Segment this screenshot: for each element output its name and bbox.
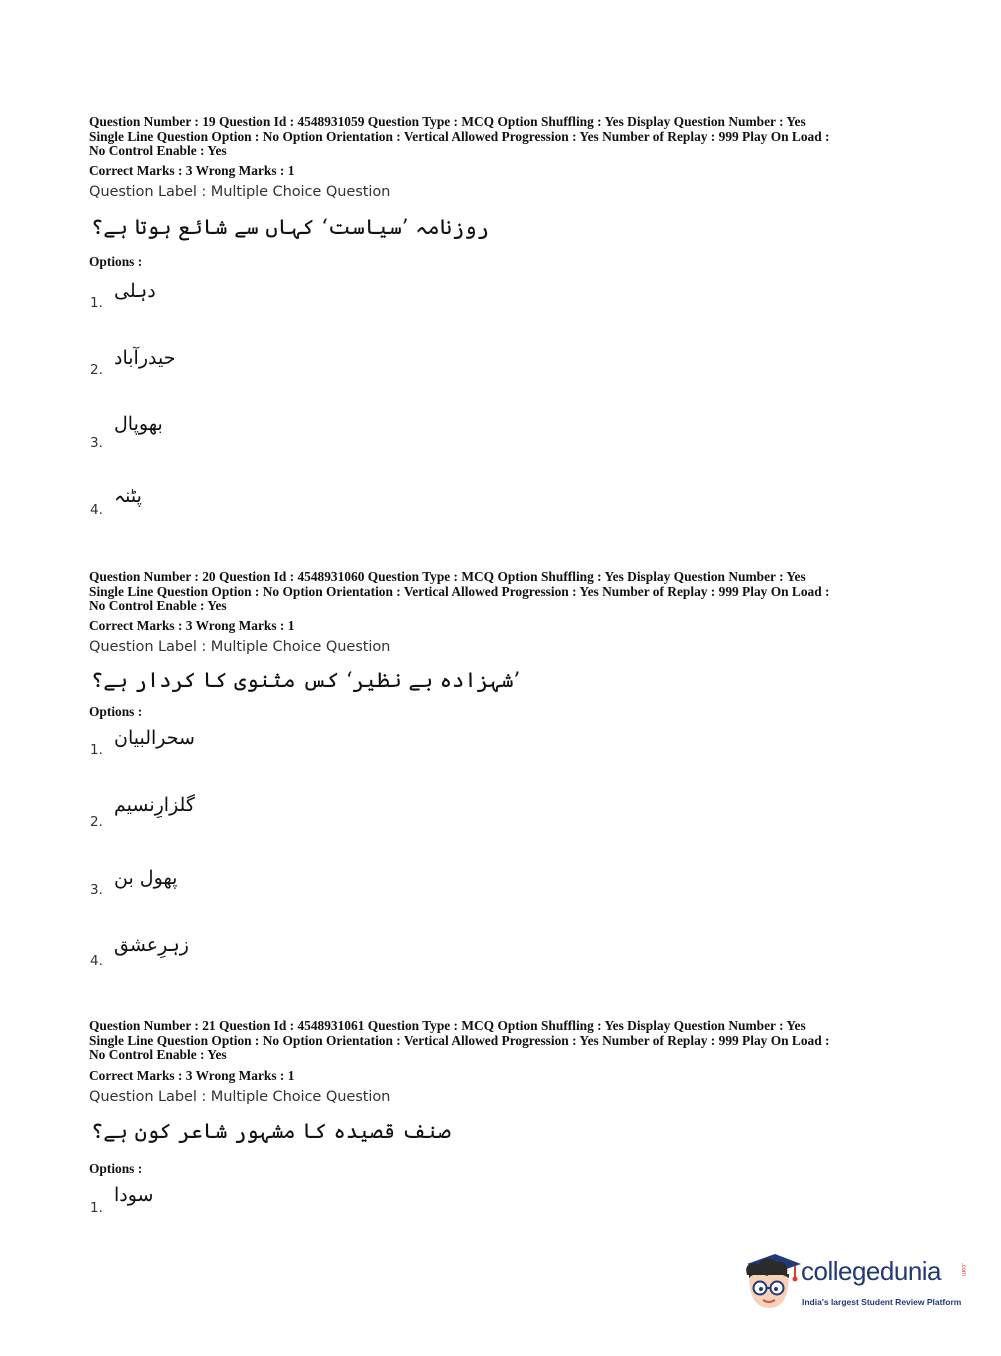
option-item[interactable] — [89, 345, 389, 385]
brand-name: collegedunia — [801, 1256, 942, 1286]
options-label: Options : — [89, 254, 143, 269]
option-number: 2. — [90, 814, 103, 830]
question-marks: Correct Marks : 3 Wrong Marks : 1 — [89, 1068, 295, 1083]
question-meta-line: Question Number : 20 Question Id : 4548931060 Question Type : MCQ Option Shuffling : Yes Display Question Number : Yes — [89, 569, 806, 584]
options-label: Options : — [89, 704, 143, 719]
option-item[interactable] — [89, 932, 389, 972]
option-text: پٹنہ — [114, 485, 142, 507]
collegedunia-logo[interactable] — [741, 1248, 971, 1314]
option-item[interactable] — [89, 411, 389, 451]
option-number: 1. — [90, 742, 103, 758]
question-meta-line: No Control Enable : Yes — [89, 598, 227, 614]
question-block — [89, 570, 919, 975]
question-text: صنف قصیدہ کا مشہور شاعر کون ہے؟ — [91, 1119, 451, 1143]
question-meta-line: No Control Enable : Yes — [89, 143, 227, 159]
option-item[interactable] — [89, 485, 389, 525]
option-text: زہرِعشق — [114, 934, 189, 956]
question-label: Question Label : Multiple Choice Question — [89, 1088, 391, 1105]
brand-tagline: India's largest Student Review Platform — [802, 1297, 962, 1307]
question-marks: Correct Marks : 3 Wrong Marks : 1 — [89, 618, 295, 633]
option-item[interactable] — [89, 792, 389, 832]
option-text: پھول بن — [114, 867, 178, 889]
option-number: 2. — [90, 362, 103, 378]
option-number: 3. — [90, 882, 103, 898]
question-meta-line: Single Line Question Option : No Option Orientation : Vertical Allowed Progression : Yes Number of Replay : 999 Play On Load : — [89, 128, 830, 144]
option-text: دہلی — [114, 280, 156, 302]
question-meta-line: Single Line Question Option : No Option Orientation : Vertical Allowed Progression : Yes Number of Replay : 999 Play On Load : — [89, 1032, 830, 1048]
option-item[interactable] — [89, 1184, 389, 1224]
option-number: 1. — [90, 295, 103, 311]
brand-suffix: .com — [960, 1263, 966, 1277]
question-marks: Correct Marks : 3 Wrong Marks : 1 — [89, 163, 295, 178]
question-block — [89, 115, 919, 525]
question-meta-line: Question Number : 21 Question Id : 4548931061 Question Type : MCQ Option Shuffling : Yes Display Question Number : Yes — [89, 1018, 806, 1033]
option-text: گلزارِنسیم — [114, 794, 195, 816]
option-item[interactable] — [89, 865, 389, 905]
question-meta-line: Single Line Question Option : No Option Orientation : Vertical Allowed Progression : Yes Number of Replay : 999 Play On Load : — [89, 583, 830, 599]
option-text: بھوپال — [114, 413, 163, 435]
question-text: روزنامہ ’سیاست‘ کہاں سے شائع ہوتا ہے؟ — [91, 215, 489, 239]
option-text: سودا — [114, 1184, 154, 1206]
option-item[interactable] — [89, 725, 389, 765]
option-number: 4. — [90, 502, 103, 518]
mascot-icon — [741, 1248, 801, 1314]
question-label: Question Label : Multiple Choice Question — [89, 638, 391, 655]
option-number: 3. — [90, 435, 103, 451]
options-label: Options : — [89, 1161, 143, 1176]
option-number: 1. — [90, 1200, 103, 1216]
question-meta-line: No Control Enable : Yes — [89, 1047, 227, 1063]
option-text: حیدرآباد — [114, 347, 176, 369]
question-meta-line: Question Number : 19 Question Id : 4548931059 Question Type : MCQ Option Shuffling : Yes Display Question Number : Yes — [89, 114, 806, 129]
option-text: سحرالبیان — [114, 727, 195, 749]
option-number: 4. — [90, 953, 103, 969]
question-text: ’شہزادہ بے نظیر‘ کس مثنوی کا کردار ہے؟ — [91, 668, 521, 692]
question-block — [89, 1019, 919, 1224]
option-item[interactable] — [89, 278, 389, 318]
question-label: Question Label : Multiple Choice Question — [89, 183, 391, 200]
